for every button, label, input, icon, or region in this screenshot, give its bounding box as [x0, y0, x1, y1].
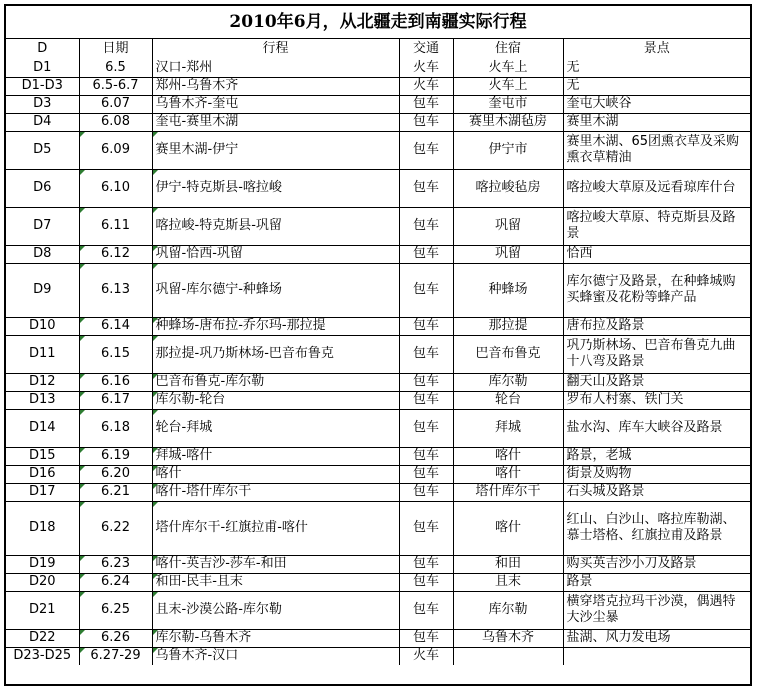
- cell-sights: 喀拉峻大草原及远看琼库什台: [563, 169, 750, 207]
- cell-date: 6.24: [79, 573, 152, 591]
- cell-date: 6.08: [79, 113, 152, 131]
- cell-transport: 火车: [399, 77, 453, 95]
- cell-route: 塔什库尔干-红旗拉甫-喀什: [152, 501, 399, 555]
- cell-lodging: 轮台: [453, 391, 563, 409]
- cell-lodging: 塔什库尔干: [453, 483, 563, 501]
- cell-sights: 红山、白沙山、喀拉库勒湖、慕士塔格、红旗拉甫及路景: [563, 501, 750, 555]
- cell-lodging: 伊宁市: [453, 131, 563, 169]
- cell-sights: 翻天山及路景: [563, 373, 750, 391]
- cell-day: D15: [6, 447, 79, 465]
- cell-date: 6.11: [79, 207, 152, 245]
- cell-day: D21: [6, 591, 79, 629]
- cell-lodging: 巩留: [453, 245, 563, 263]
- cell-route: 巩留-恰西-巩留: [152, 245, 399, 263]
- cell-transport: 包车: [399, 483, 453, 501]
- table-row: [6, 131, 750, 169]
- cell-date: 6.20: [79, 465, 152, 483]
- cell-day: D1-D3: [6, 77, 79, 95]
- cell-day: D11: [6, 335, 79, 373]
- cell-date: 6.17: [79, 391, 152, 409]
- header-sights: 景点: [563, 39, 750, 59]
- cell-day: D5: [6, 131, 79, 169]
- table-row: [6, 59, 750, 77]
- cell-route: 巴音布鲁克-库尔勒: [152, 373, 399, 391]
- cell-sights: 巩乃斯林场、巴音布鲁克九曲十八弯及路景: [563, 335, 750, 373]
- cell-route: 库尔勒-乌鲁木齐: [152, 629, 399, 647]
- cell-day: D7: [6, 207, 79, 245]
- cell-route: 喀拉峻-特克斯县-巩留: [152, 207, 399, 245]
- cell-transport: 包车: [399, 373, 453, 391]
- cell-date: 6.13: [79, 263, 152, 317]
- cell-route: 巩留-库尔德宁-种蜂场: [152, 263, 399, 317]
- cell-lodging: 和田: [453, 555, 563, 573]
- cell-day: D20: [6, 573, 79, 591]
- cell-route: 喀什-塔什库尔干: [152, 483, 399, 501]
- cell-lodging: 喀什: [453, 501, 563, 555]
- itinerary-table: [6, 39, 750, 665]
- cell-sights: 赛里木湖、65团熏衣草及采购熏衣草精油: [563, 131, 750, 169]
- header-row: [6, 39, 750, 59]
- cell-route: 和田-民丰-且末: [152, 573, 399, 591]
- cell-lodging: 火车上: [453, 77, 563, 95]
- cell-transport: 包车: [399, 113, 453, 131]
- cell-sights: 赛里木湖: [563, 113, 750, 131]
- cell-day: D17: [6, 483, 79, 501]
- cell-lodging: 乌鲁木齐: [453, 629, 563, 647]
- table-row: [6, 409, 750, 447]
- cell-lodging: 库尔勒: [453, 373, 563, 391]
- cell-day: D4: [6, 113, 79, 131]
- cell-lodging: [453, 647, 563, 665]
- table-row: [6, 335, 750, 373]
- cell-date: 6.5-6.7: [79, 77, 152, 95]
- table-row: [6, 555, 750, 573]
- table-row: [6, 391, 750, 409]
- cell-transport: 包车: [399, 95, 453, 113]
- cell-route: 乌鲁木齐-奎屯: [152, 95, 399, 113]
- cell-lodging: 喀什: [453, 465, 563, 483]
- cell-sights: 购买英吉沙小刀及路景: [563, 555, 750, 573]
- cell-transport: 包车: [399, 391, 453, 409]
- table-row: [6, 373, 750, 391]
- table-row: [6, 169, 750, 207]
- cell-lodging: 喀拉峻毡房: [453, 169, 563, 207]
- cell-transport: 包车: [399, 501, 453, 555]
- cell-transport: 火车: [399, 647, 453, 665]
- cell-transport: 包车: [399, 465, 453, 483]
- cell-date: 6.23: [79, 555, 152, 573]
- cell-transport: 包车: [399, 131, 453, 169]
- cell-sights: 横穿塔克拉玛干沙漠，偶遇特大沙尘暴: [563, 591, 750, 629]
- cell-transport: 火车: [399, 59, 453, 77]
- cell-route: 郑州-乌鲁木齐: [152, 77, 399, 95]
- cell-transport: 包车: [399, 169, 453, 207]
- table-row: [6, 207, 750, 245]
- cell-route: 喀什-英吉沙-莎车-和田: [152, 555, 399, 573]
- cell-lodging: 喀什: [453, 447, 563, 465]
- cell-route: 喀什: [152, 465, 399, 483]
- cell-sights: 无: [563, 77, 750, 95]
- cell-date: 6.25: [79, 591, 152, 629]
- cell-sights: 喀拉峻大草原、特克斯县及路景: [563, 207, 750, 245]
- table-row: [6, 629, 750, 647]
- cell-transport: 包车: [399, 629, 453, 647]
- table-row: [6, 573, 750, 591]
- cell-day: D12: [6, 373, 79, 391]
- header-transport: 交通: [399, 39, 453, 59]
- cell-route: 轮台-拜城: [152, 409, 399, 447]
- cell-transport: 包车: [399, 245, 453, 263]
- cell-sights: 唐布拉及路景: [563, 317, 750, 335]
- itinerary-sheet: [4, 4, 752, 686]
- cell-transport: 包车: [399, 207, 453, 245]
- cell-route: 奎屯-赛里木湖: [152, 113, 399, 131]
- cell-date: 6.26: [79, 629, 152, 647]
- cell-day: D14: [6, 409, 79, 447]
- cell-route: 拜城-喀什: [152, 447, 399, 465]
- cell-day: D3: [6, 95, 79, 113]
- cell-route: 库尔勒-轮台: [152, 391, 399, 409]
- cell-day: D23-D25: [6, 647, 79, 665]
- cell-date: 6.19: [79, 447, 152, 465]
- cell-sights: 石头城及路景: [563, 483, 750, 501]
- cell-date: 6.16: [79, 373, 152, 391]
- cell-day: D1: [6, 59, 79, 77]
- cell-sights: 盐水沟、库车大峡谷及路景: [563, 409, 750, 447]
- table-row: [6, 591, 750, 629]
- header-day: D: [6, 39, 79, 59]
- cell-sights: 街景及购物: [563, 465, 750, 483]
- cell-sights: 路景: [563, 573, 750, 591]
- cell-route: 那拉提-巩乃斯林场-巴音布鲁克: [152, 335, 399, 373]
- cell-date: 6.14: [79, 317, 152, 335]
- cell-sights: 盐湖、风力发电场: [563, 629, 750, 647]
- table-row: [6, 647, 750, 665]
- cell-date: 6.21: [79, 483, 152, 501]
- table-row: [6, 465, 750, 483]
- cell-date: 6.18: [79, 409, 152, 447]
- cell-transport: 包车: [399, 409, 453, 447]
- cell-day: D10: [6, 317, 79, 335]
- cell-day: D16: [6, 465, 79, 483]
- header-route: 行程: [152, 39, 399, 59]
- cell-date: 6.12: [79, 245, 152, 263]
- table-row: [6, 113, 750, 131]
- cell-lodging: 且末: [453, 573, 563, 591]
- cell-lodging: 火车上: [453, 59, 563, 77]
- cell-lodging: 拜城: [453, 409, 563, 447]
- cell-sights: [563, 647, 750, 665]
- cell-transport: 包车: [399, 555, 453, 573]
- table-row: [6, 95, 750, 113]
- cell-day: D18: [6, 501, 79, 555]
- cell-day: D22: [6, 629, 79, 647]
- cell-date: 6.09: [79, 131, 152, 169]
- cell-transport: 包车: [399, 335, 453, 373]
- cell-day: D8: [6, 245, 79, 263]
- table-row: [6, 447, 750, 465]
- cell-lodging: 巩留: [453, 207, 563, 245]
- cell-date: 6.15: [79, 335, 152, 373]
- cell-sights: 库尔德宁及路景，在种蜂城购买蜂蜜及花粉等蜂产品: [563, 263, 750, 317]
- cell-lodging: 种蜂场: [453, 263, 563, 317]
- cell-transport: 包车: [399, 591, 453, 629]
- cell-lodging: 赛里木湖毡房: [453, 113, 563, 131]
- cell-lodging: 那拉提: [453, 317, 563, 335]
- cell-transport: 包车: [399, 317, 453, 335]
- cell-lodging: 奎屯市: [453, 95, 563, 113]
- header-date: 日期: [79, 39, 152, 59]
- table-row: [6, 245, 750, 263]
- cell-route: 伊宁-特克斯县-喀拉峻: [152, 169, 399, 207]
- cell-date: 6.10: [79, 169, 152, 207]
- cell-transport: 包车: [399, 263, 453, 317]
- cell-route: 种蜂场-唐布拉-乔尔玛-那拉提: [152, 317, 399, 335]
- cell-day: D19: [6, 555, 79, 573]
- cell-transport: 包车: [399, 447, 453, 465]
- cell-sights: 路景，老城: [563, 447, 750, 465]
- header-lodging: 住宿: [453, 39, 563, 59]
- cell-route: 且末-沙漠公路-库尔勒: [152, 591, 399, 629]
- cell-day: D13: [6, 391, 79, 409]
- table-row: [6, 483, 750, 501]
- cell-sights: 奎屯大峡谷: [563, 95, 750, 113]
- table-row: [6, 501, 750, 555]
- cell-sights: 恰西: [563, 245, 750, 263]
- cell-transport: 包车: [399, 573, 453, 591]
- sheet-title: 2010年6月，从北疆走到南疆实际行程: [6, 6, 750, 39]
- cell-sights: 罗布人村寨、铁门关: [563, 391, 750, 409]
- cell-lodging: 库尔勒: [453, 591, 563, 629]
- cell-date: 6.07: [79, 95, 152, 113]
- cell-date: 6.22: [79, 501, 152, 555]
- table-row: [6, 263, 750, 317]
- table-row: [6, 317, 750, 335]
- cell-date: 6.27-29: [79, 647, 152, 665]
- cell-route: 赛里木湖-伊宁: [152, 131, 399, 169]
- cell-route: 汉口-郑州: [152, 59, 399, 77]
- cell-date: 6.5: [79, 59, 152, 77]
- cell-day: D6: [6, 169, 79, 207]
- cell-sights: 无: [563, 59, 750, 77]
- table-row: [6, 77, 750, 95]
- cell-route: 乌鲁木齐-汉口: [152, 647, 399, 665]
- cell-lodging: 巴音布鲁克: [453, 335, 563, 373]
- cell-day: D9: [6, 263, 79, 317]
